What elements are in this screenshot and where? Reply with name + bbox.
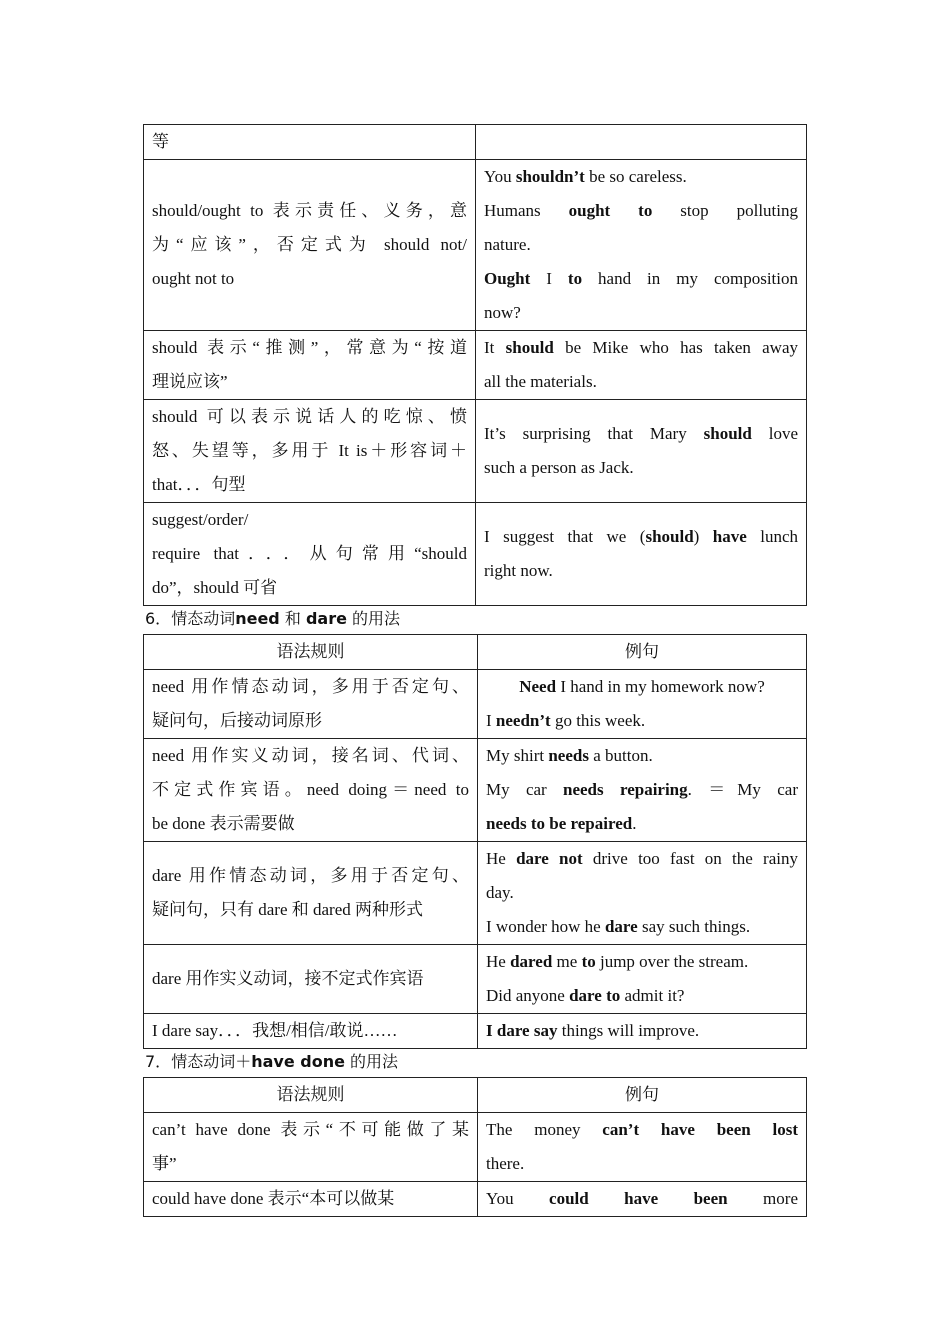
text-run: such a person as Jack. <box>484 458 634 477</box>
example-line <box>486 670 798 704</box>
bold-text: dare not <box>516 849 583 868</box>
bold-text: can’t have been lost <box>602 1120 799 1139</box>
example-cell <box>478 842 807 945</box>
example-line <box>484 160 798 194</box>
header-rule: 语法规则 <box>144 1078 478 1113</box>
example-line <box>484 417 798 451</box>
bold-text: dared <box>510 952 553 971</box>
rule-cell <box>144 1182 478 1217</box>
example-line <box>486 1113 798 1147</box>
text-run: day. <box>486 883 514 902</box>
example-cell <box>478 739 807 842</box>
text-run: admit it? <box>620 986 685 1005</box>
have-done-table <box>143 1077 807 1217</box>
example-cell <box>478 945 807 1014</box>
text-run: hand in my composition <box>582 269 798 288</box>
rule-cell <box>144 739 478 842</box>
text-run: lunch <box>746 527 799 546</box>
text-run: My car <box>486 780 564 799</box>
bold-text: needs repairing <box>563 780 688 799</box>
bold-text: could have been <box>549 1189 728 1208</box>
rule-line: I dare say．．．我想/相信/敢说…… <box>152 1021 398 1040</box>
text-run: nature. <box>484 235 531 254</box>
text-run: right now. <box>484 561 553 580</box>
example-line <box>484 125 798 159</box>
example-line <box>486 910 798 944</box>
rule-line: 疑问句，只有 dare 和 dared 两种形式 <box>152 900 424 919</box>
table-row <box>144 125 807 160</box>
section-7-heading <box>143 1049 807 1077</box>
bold-text: shouldn’t <box>515 167 585 186</box>
text-run: I <box>530 269 568 288</box>
example-cell <box>478 1182 807 1217</box>
text-run: ) <box>693 527 713 546</box>
example-line <box>486 773 798 807</box>
table-row <box>144 739 807 842</box>
modal-should-table <box>143 124 807 606</box>
table-header-row <box>144 1078 807 1113</box>
text-run: It <box>484 338 506 357</box>
rule-line: ought not to <box>152 269 235 288</box>
example-line <box>484 520 798 554</box>
example-cell <box>478 670 807 739</box>
bold-text: ought to <box>568 201 653 220</box>
example-line <box>486 807 798 841</box>
text-run: go this week. <box>550 711 646 730</box>
text-run: I suggest that we ( <box>484 527 646 546</box>
rule-cell <box>144 160 476 331</box>
bold-text: to <box>581 952 596 971</box>
text-run: there. <box>486 1154 525 1173</box>
text-run: He <box>486 849 517 868</box>
example-line <box>486 979 798 1013</box>
example-line <box>486 704 798 738</box>
text-run: He <box>486 952 511 971</box>
text-run: now? <box>484 303 521 322</box>
rule-cell <box>144 945 478 1014</box>
example-line <box>484 331 798 365</box>
rule-line: suggest/order/ <box>152 510 249 529</box>
bold-text: dare to <box>569 986 621 1005</box>
bold-text: Ought <box>484 269 531 288</box>
text-run: Did anyone <box>486 986 570 1005</box>
text-run: a button. <box>588 746 653 765</box>
rule-cell <box>144 400 476 503</box>
rule-line: that．．．句型 <box>152 475 246 494</box>
example-line <box>484 365 798 399</box>
text-run: I <box>486 711 496 730</box>
page-content <box>143 124 807 1217</box>
table-header-row <box>144 635 807 670</box>
text-run: 情态动词 <box>171 609 236 628</box>
bold-text: have <box>712 527 747 546</box>
table-row <box>144 1182 807 1217</box>
rule-line: should 表示“推测”，常意为“按道 <box>152 338 467 357</box>
bold-text: dare <box>305 609 347 628</box>
rule-line: 事” <box>152 1154 177 1173</box>
example-line <box>484 554 798 588</box>
example-cell <box>476 331 807 400</box>
section-6-heading <box>143 606 807 634</box>
rule-cell <box>144 1113 478 1182</box>
rule-line: 等 <box>152 132 169 151</box>
text-run: things will improve. <box>557 1021 700 1040</box>
table-row <box>144 503 807 606</box>
text-run: me <box>552 952 582 971</box>
bold-text: needs <box>548 746 589 765</box>
table-row <box>144 945 807 1014</box>
rule-line: should/ought to 表示责任、义务，意 <box>152 201 467 220</box>
text-run: You <box>486 1189 550 1208</box>
table-row <box>144 331 807 400</box>
need-dare-table <box>143 634 807 1049</box>
text-run: 情态动词＋ <box>171 1052 252 1071</box>
text-run: more <box>727 1189 798 1208</box>
rule-cell <box>144 331 476 400</box>
text-run: It’s surprising that Mary <box>484 424 704 443</box>
text-run: My shirt <box>486 746 549 765</box>
rule-line: 不定式作宾语。need doing＝need to <box>152 780 469 799</box>
text-run: be Mike who has taken away <box>553 338 798 357</box>
header-example: 例句 <box>478 1078 807 1113</box>
text-run: You <box>484 167 516 186</box>
text-run: be so careless. <box>584 167 687 186</box>
text-run: 的用法 <box>346 609 401 628</box>
rule-line: dare 用作实义动词，接不定式作宾语 <box>152 969 424 988</box>
rule-line: be done 表示需要做 <box>152 814 295 833</box>
text-run: love <box>751 424 798 443</box>
rule-line: can’t have done 表示“不可能做了某 <box>152 1120 469 1139</box>
example-line <box>486 1147 798 1181</box>
example-line <box>484 296 798 330</box>
rule-line: 怒、失望等，多用于 It is＋形容词＋ <box>152 441 467 460</box>
rule-line: should 可以表示说话人的吃惊、愤 <box>152 407 467 426</box>
bold-text: dare <box>604 917 638 936</box>
text-run: drive too fast on the rainy <box>582 849 798 868</box>
example-line <box>484 451 798 485</box>
table-row <box>144 1113 807 1182</box>
example-line <box>486 945 798 979</box>
example-line <box>484 228 798 262</box>
bold-text: should <box>505 338 554 357</box>
text-run: all the materials. <box>484 372 597 391</box>
text-run: stop polluting <box>652 201 799 220</box>
example-line <box>486 842 798 876</box>
example-cell <box>478 1113 807 1182</box>
text-run: 的用法 <box>344 1052 399 1071</box>
example-line <box>484 262 798 296</box>
bold-text: Need <box>519 677 557 696</box>
rule-cell <box>144 670 478 739</box>
table-row <box>144 842 807 945</box>
text-run: I wonder how he <box>486 917 605 936</box>
text-run: . ＝My car <box>687 780 798 799</box>
example-line <box>486 1182 798 1216</box>
rule-line: need 用作实义动词，接名词、代词、 <box>152 746 469 765</box>
text-run: say such things. <box>637 917 751 936</box>
section-number: 6． <box>145 609 172 628</box>
header-rule: 语法规则 <box>144 635 478 670</box>
example-cell <box>476 160 807 331</box>
text-run: jump over the stream. <box>595 952 749 971</box>
example-line <box>486 1014 798 1048</box>
rule-line: 理说应该” <box>152 372 228 391</box>
rule-line: dare 用作情态动词，多用于否定句、 <box>152 866 469 885</box>
text-run: I hand in my homework now? <box>556 677 765 696</box>
example-line <box>486 739 798 773</box>
text-run: . <box>632 814 637 833</box>
rule-cell <box>144 125 476 160</box>
table-row <box>144 160 807 331</box>
example-cell <box>476 125 807 160</box>
rule-line: 疑问句，后接动词原形 <box>152 711 322 730</box>
rule-line: do”，should 可省 <box>152 578 278 597</box>
example-line <box>486 876 798 910</box>
bold-text: have done <box>251 1052 345 1071</box>
section-number: 7． <box>145 1052 172 1071</box>
bold-text: need <box>235 609 280 628</box>
table-row <box>144 670 807 739</box>
text-run: 和 <box>279 609 306 628</box>
rule-cell <box>144 1014 478 1049</box>
rule-line: could have done 表示“本可以做某 <box>152 1189 395 1208</box>
rule-cell <box>144 842 478 945</box>
bold-text: I dare say <box>486 1021 558 1040</box>
example-cell <box>476 400 807 503</box>
example-cell <box>478 1014 807 1049</box>
bold-text: should <box>645 527 694 546</box>
rule-line: need 用作情态动词，多用于否定句、 <box>152 677 469 696</box>
table-row <box>144 400 807 503</box>
example-cell <box>476 503 807 606</box>
header-example: 例句 <box>478 635 807 670</box>
text-run: The money <box>486 1120 603 1139</box>
example-line <box>484 194 798 228</box>
text-run: Humans <box>484 201 569 220</box>
rule-line: 为“应该”，否定式为 should not/ <box>152 235 467 254</box>
bold-text: needs to be repaired <box>486 814 633 833</box>
bold-text: should <box>703 424 752 443</box>
rule-line: require that．．．从句常用“should <box>152 544 467 563</box>
rule-cell <box>144 503 476 606</box>
bold-text: needn’t <box>495 711 551 730</box>
bold-text: to <box>567 269 583 288</box>
table-row <box>144 1014 807 1049</box>
